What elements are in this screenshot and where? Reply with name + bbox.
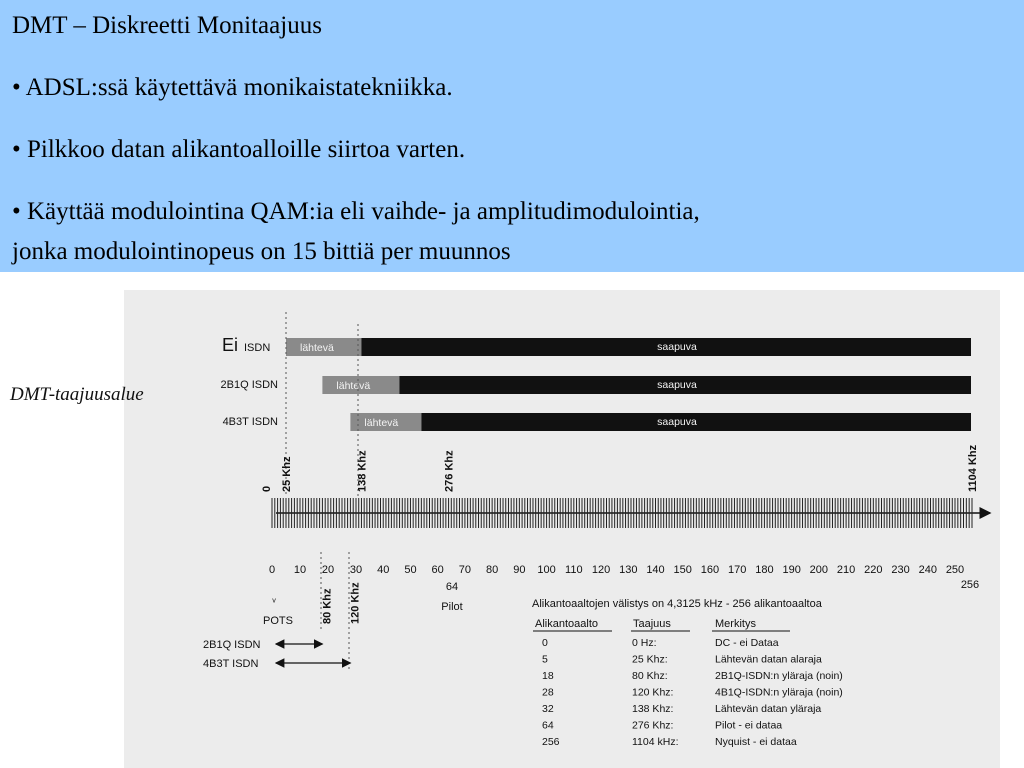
isdn-arrow-1	[203, 639, 322, 651]
carrier-end-label: 256	[960, 579, 980, 591]
table-cell-carrier: 5	[542, 653, 548, 666]
subcarrier-table	[532, 598, 843, 748]
table-row	[542, 736, 797, 748]
table-body	[542, 637, 843, 748]
bullet-3: • Käyttää modulointina QAM:ia eli vaihde- ja amplitudimodulointia,	[12, 198, 700, 225]
pilot-number-label: 64	[445, 581, 459, 593]
row-label: 4B3T ISDN	[222, 416, 278, 428]
pots-label: POTS	[263, 615, 293, 627]
subcarrier-tick-label: 100	[537, 564, 556, 576]
table-cell-carrier: 0	[542, 637, 548, 649]
subcarrier-tick-label: 130	[619, 564, 638, 576]
subcarrier-tick-label: 20	[321, 564, 335, 576]
table-row	[542, 670, 843, 682]
table-cell-frequency: 25 Khz:	[632, 653, 668, 666]
table-cell-frequency: 1104 kHz:	[632, 736, 679, 748]
table-header	[533, 618, 790, 631]
upstream-label: lähtevä	[364, 417, 399, 429]
downstream-label: saapuva	[657, 416, 697, 428]
slide-text-panel	[0, 0, 1024, 272]
table-cell-frequency: 138 Khz:	[632, 703, 674, 715]
downstream-label: saapuva	[657, 341, 697, 353]
subcarrier-tick-label: 50	[404, 564, 417, 576]
subcarrier-tick-label: 40	[377, 564, 390, 576]
table-row	[542, 720, 782, 732]
subcarrier-tick-label: 200	[809, 564, 829, 576]
subcarrier-tick-label: 120	[591, 564, 611, 576]
row-2	[221, 376, 971, 394]
table-row	[542, 703, 821, 715]
upstream-label: lähtevä	[336, 380, 371, 392]
isdn-arrow-2	[203, 658, 350, 670]
table-cell-meaning: Pilot - ei dataa	[715, 719, 783, 732]
table-cell-carrier: 28	[542, 686, 554, 699]
subcarrier-tick-label: 220	[864, 564, 883, 576]
subcarrier-tick-label: 60	[431, 564, 444, 576]
table-row	[542, 637, 779, 649]
bullet-2: • Pilkkoo datan alikantoalloille siirtoa varten.	[12, 136, 466, 163]
freq-label: 1104 Khz	[967, 444, 979, 492]
table-row	[542, 654, 822, 666]
table-cell-meaning: 2B1Q-ISDN:n yläraja (noin)	[715, 670, 843, 682]
freq-label: 0	[261, 485, 273, 492]
subcarrier-comb	[272, 498, 990, 528]
subcarrier-tick-label: 240	[918, 564, 937, 576]
dmt-frequency-figure	[0, 272, 1024, 768]
isdn-arrow-label: 4B3T ISDN	[203, 658, 259, 670]
pots-marker: ᵥ	[272, 593, 276, 605]
subcarrier-tick-label: 160	[700, 564, 720, 576]
row-label: 2B1Q ISDN	[220, 379, 278, 391]
table-cell-meaning: 4B1Q-ISDN:n yläraja (noin)	[715, 686, 843, 699]
table-cell-frequency: 276 Khz:	[632, 719, 674, 732]
table-cell-meaning: Lähtevän datan yläraja	[715, 703, 822, 715]
table-cell-carrier: 64	[542, 719, 554, 732]
frequency-labels	[261, 444, 979, 492]
subcarrier-tick-label: 180	[755, 564, 774, 576]
subcarrier-tick-label: 90	[513, 564, 526, 576]
upstream-label: lähtevä	[300, 342, 334, 354]
isdn-freq-label: 120 Khz	[349, 582, 362, 624]
slide-title: DMT – Diskreetti Monitaajuus	[12, 12, 322, 39]
pilot-label: Pilot	[441, 601, 463, 613]
row-label-prefix: Ei	[221, 335, 238, 355]
subcarrier-tick-label: 70	[458, 564, 472, 576]
bullet-3-continued: jonka modulointinopeus on 15 bittiä per muunnos	[12, 238, 511, 265]
table-row	[542, 687, 843, 699]
table-header-cell: Alikantoaalto	[535, 618, 598, 630]
subcarrier-tick-label: 10	[293, 564, 307, 576]
isdn-freq-label: 80 Khz	[321, 588, 334, 624]
subcarrier-tick-label: 150	[673, 564, 692, 576]
subcarrier-tick-label: 170	[728, 564, 747, 576]
table-cell-meaning: DC - ei Dataa	[715, 637, 779, 649]
subcarrier-tick-label: 110	[565, 564, 583, 576]
table-cell-frequency: 80 Khz:	[632, 670, 668, 682]
table-cell-carrier: 18	[542, 670, 554, 682]
subcarrier-tick-label: 30	[349, 564, 363, 576]
freq-label: 276 Khz	[443, 450, 456, 492]
isdn-arrow-label: 2B1Q ISDN	[203, 639, 261, 651]
bullet-1: • ADSL:ssä käytettävä monikaistatekniikka.	[12, 74, 453, 101]
table-cell-frequency: 120 Khz:	[632, 686, 674, 699]
subcarrier-tick-label: 80	[486, 564, 499, 576]
downstream-label: saapuva	[657, 379, 697, 391]
freq-label: 25 Khz	[281, 456, 293, 492]
figure-title: DMT-taajuusalue	[10, 384, 144, 405]
subcarrier-tick-label: 140	[646, 564, 665, 576]
row-1	[222, 335, 971, 356]
table-title: Alikantoaaltojen välistys on 4,3125 kHz - 256 alikantoaaltoa	[532, 598, 822, 610]
table-cell-frequency: 0 Hz:	[632, 637, 657, 649]
subcarrier-tick-label: 0	[268, 564, 276, 576]
subcarrier-tick-label: 230	[891, 564, 910, 576]
dmt-diagram	[0, 272, 1024, 768]
subcarrier-tick-label: 190	[782, 564, 801, 576]
table-cell-carrier: 256	[542, 736, 560, 748]
freq-label: 138 Khz	[356, 450, 369, 492]
transmission-rows	[221, 335, 971, 431]
table-header-cell: Taajuus	[633, 618, 671, 630]
subcarrier-tick-label: 210	[836, 564, 856, 576]
table-cell-meaning: Nyquist - ei dataa	[715, 736, 797, 748]
table-cell-carrier: 32	[542, 703, 554, 715]
subcarrier-tick-labels	[269, 564, 964, 576]
subcarrier-tick-label: 250	[945, 564, 965, 576]
row-label: ISDN	[244, 342, 271, 354]
row-3	[223, 413, 971, 431]
table-cell-meaning: Lähtevän datan alaraja	[715, 653, 822, 666]
isdn-range-arrows	[203, 639, 350, 670]
isdn-frequency-labels	[321, 582, 361, 624]
table-header-cell: Merkitys	[715, 618, 756, 630]
